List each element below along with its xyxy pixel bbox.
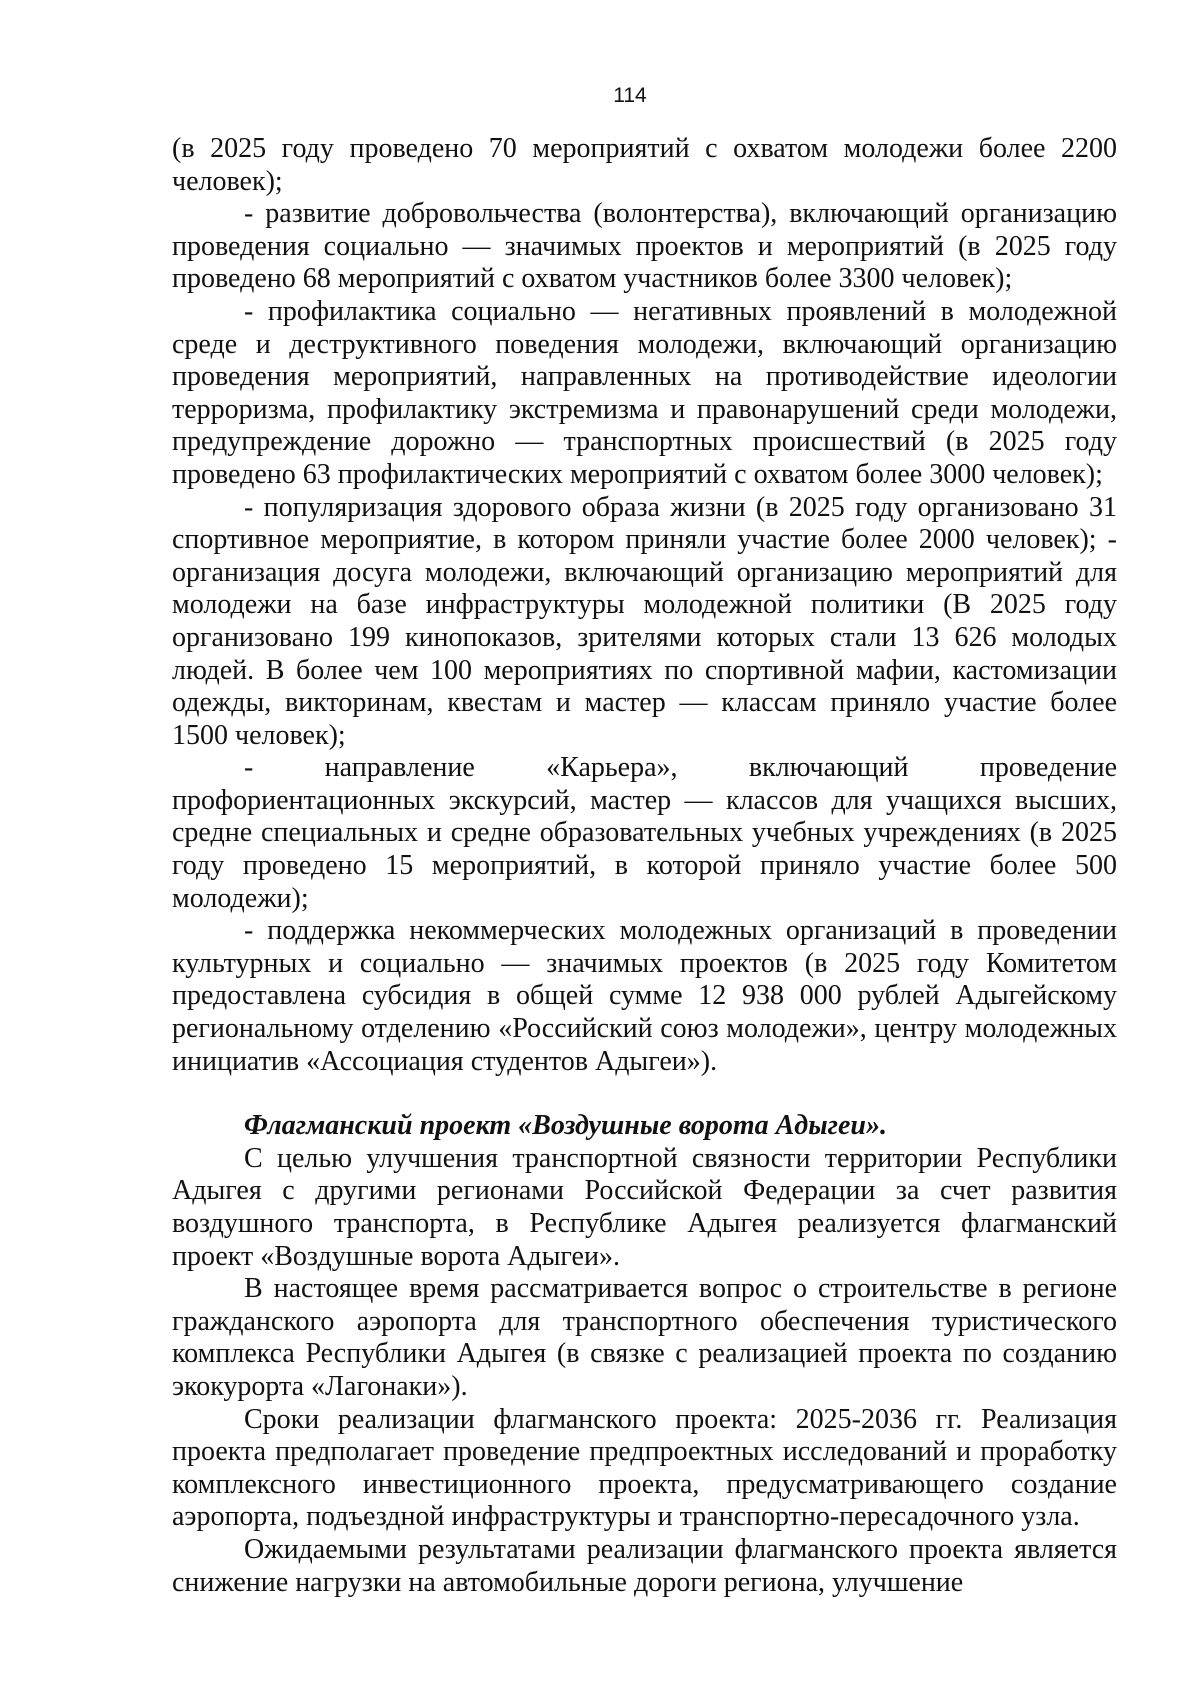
flagship-paragraph-airport: В настоящее время рассматривается вопрос о строительстве в регионе гражданского аэропорта для транспортного обеспечения туристического комплекса Республики Адыгея (в связке с реализацией проекта по созданию экокурорта «Лагонаки»). xyxy=(172,1273,1117,1402)
document-body xyxy=(172,133,1117,1599)
section-heading: Флагманский проект «Воздушные ворота Адыгеи». xyxy=(244,1110,887,1142)
list-item-career: - направление «Карьера», включающий проведение профориентационных экскурсий, мастер — классов для учащихся высших, средне специальных и средне образовательных учебных учреждениях (в 2025 году проведено 15 мероприятий, в которой приняло участие более 500 молодежи); xyxy=(172,752,1117,914)
flagship-paragraph-timeline: Сроки реализации флагманского проекта: 2025-2036 гг. Реализация проекта предполагает проведение предпроектных исследований и проработку комплексного инвестиционного проекта, предусматривающего создание аэропорта, подъездной инфраструктуры и транспортно-пересадочного узла. xyxy=(172,1403,1117,1533)
list-item-ngo-support: - поддержка некоммерческих молодежных организаций в проведении культурных и социально — значимых проектов (в 2025 году Комитетом предоставлена субсидия в общей сумме 12 938 000 рублей Адыгейскому региональному отделению «Российский союз молодежи», центру молодежных инициатив «Ассоциация студентов Адыгеи»). xyxy=(172,915,1117,1077)
list-item-healthy-lifestyle: - популяризация здорового образа жизни (в 2025 году организовано 31 спортивное мероприятие, в котором приняли участие более 2000 человек); - организация досуга молодежи, включающий организацию мероприятий для молодежи на базе инфраструктуры молодежной политики (В 2025 году организовано 199 кинопоказов, зрителями которых стали 13 626 молодых людей. В более чем 100 мероприятиях по спортивной мафии, кастомизации одежды, викторинам, квестам и мастер — классам приняло участие более 1500 человек); xyxy=(172,491,1117,751)
flagship-paragraph-results: Ожидаемыми результатами реализации флагманского проекта является снижение нагрузки на автомобильные дороги региона, улучшение xyxy=(172,1533,1117,1598)
list-item-volunteering: - развитие добровольчества (волонтерства), включающий организацию проведения социально — значимых проектов и мероприятий (в 2025 году проведено 68 мероприятий с охватом участников более 3300 человек); xyxy=(172,198,1117,295)
list-item-prevention: - профилактика социально — негативных проявлений в молодежной среде и деструктивного поведения молодежи, включающий организацию проведения мероприятий, направленных на противодействие идеологии терроризма, профилактику экстремизма и правонарушений среди молодежи, предупреждение дорожно — транспортных происшествий (в 2025 году проведено 63 профилактических мероприятий с охватом более 3000 человек); xyxy=(172,295,1117,490)
page-number: 114 xyxy=(613,84,647,107)
flagship-paragraph-goal: С целью улучшения транспортной связности территории Республики Адыгея с другими регионами Российской Федерации за счет развития воздушного транспорта, в Республике Адыгея реализуется флагманский проект «Воздушные ворота Адыгеи». xyxy=(172,1142,1117,1272)
paragraph-continuation: (в 2025 году проведено 70 мероприятий с охватом молодежи более 2200 человек); xyxy=(172,133,1117,197)
